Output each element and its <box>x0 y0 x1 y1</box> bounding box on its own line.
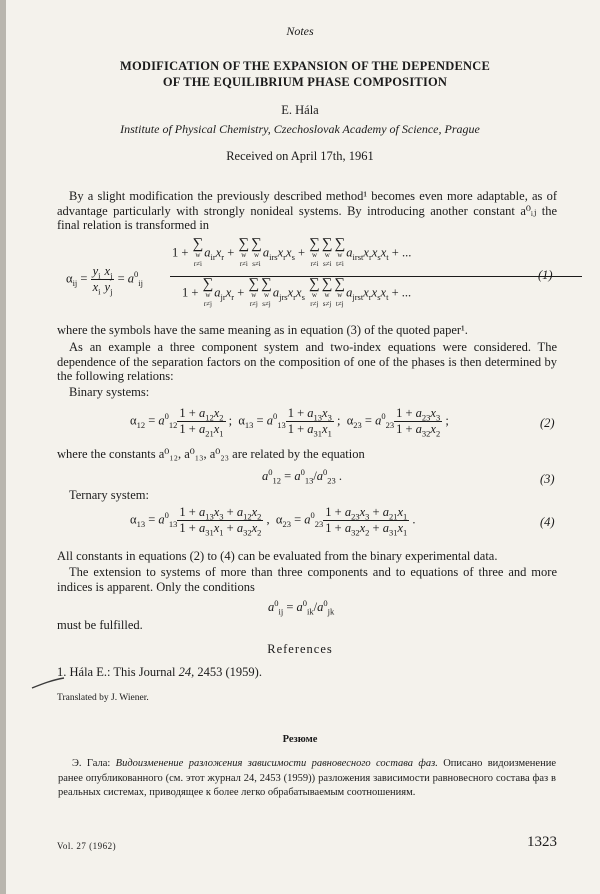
reference-1 <box>57 665 262 680</box>
paragraph-intro: By a slight modification the previously described method¹ becomes even more adaptable, as of advantage particularly with strongly nonideal systems. By introducing another constant a⁰ᵢⱼ the final relation is transformed in <box>57 189 557 232</box>
reference-1-volume: 24, <box>178 665 195 679</box>
paragraph-constants: where the constants a⁰₁₂, a⁰₁₃, a⁰₂₃ are related by the equation <box>57 447 365 461</box>
page-number: 1323 <box>527 834 557 850</box>
running-head: Notes <box>286 24 314 38</box>
author: E. Hála <box>281 103 319 117</box>
resume-heading: Резюме <box>282 734 318 745</box>
equation-2-number: (2) <box>540 416 555 430</box>
equation-1-number: (1) <box>538 268 553 282</box>
references-heading: References <box>267 642 333 656</box>
equation-condition: $a^0_{ij} = a^0_{ik}/a^0_{jk}$ <box>268 597 335 617</box>
title-line-2: OF THE EQUILIBRIUM PHASE COMPOSITION <box>162 75 448 89</box>
equation-3: $a^0_{12} = a^0_{13}/a^0_{23}$ . <box>262 466 343 486</box>
translator-note: Translated by J. Wiener. <box>57 693 149 703</box>
binary-label: Binary systems: <box>69 385 150 399</box>
equation-4: $\alpha_{13} = a^0_{13}$ $\frac{1 + a_{13}x_3 + a_{12}x_2}{1 + a_{31}x_1 + a_{32}x_2}$ , $\alpha_{23} = a^0_{23}$ $\frac{1 + a_{23}x_3 + a_{21}x_1}{1 + a_{32}x_2 + a_{31}x_1}$ . <box>130 505 416 538</box>
paragraph-evaluation: All constants in equations (2) to (4) can be evaluated from the binary experimental data. <box>57 549 498 563</box>
equation-2: $\alpha_{12} = a^0_{12}$ $\frac{1 + a_{12}x_2}{1 + a_{21}x_1}$ ; $\alpha_{13} = a^0_{13}$ $\frac{1 + a_{13}x_3}{1 + a_{31}x_1}$ ; $\alpha_{23} = a^0_{23}$ $\frac{1 + a_{23}x_3}{1 + a_{32}x_2}$ ; <box>130 406 449 439</box>
eq1-denominator: 1 + ∑ w r≠j $a_{jr}x_r$ + ∑ w r≠j ∑ w s≠j $a_{jrs}x_rx_s$ ∑ w r≠j ∑ w s≠j ∑ w t≠j $a_{jrst}x_rx_sx_t$ + ... <box>182 276 412 308</box>
equation-3-number: (3) <box>540 472 555 486</box>
received-date: Received on April 17th, 1961 <box>226 149 374 163</box>
reference-1-pre: 1. Hála E.: This Journal <box>57 665 179 679</box>
title-line-1: MODIFICATION OF THE EXPANSION OF THE DEPENDENCE <box>119 59 491 73</box>
eq1-lhs: $\alpha_{ij}$ = $\frac{y_i}{x_i}$ $\frac{x_j}{y_j}$ = $a^0_{ij}$ <box>66 264 144 297</box>
paragraph-fulfilled: must be fulfilled. <box>57 618 143 632</box>
footer-volume: Vol. 27 (1962) <box>57 841 117 851</box>
institute: Institute of Physical Chemistry, Czechoslovak Academy of Science, Prague <box>120 122 480 136</box>
eq1-numerator: 1 + ∑ w r≠i $a_{ir}x_r$ + ∑ w r≠i ∑ w s≠i $a_{irs}x_rx_s$ + ∑ w r≠i ∑ w s≠i ∑ w t≠i $a_{irst}x_rx_sx_t$ + ... <box>172 236 412 268</box>
paragraph-symbols: where the symbols have the same meaning as in equation (3) of the quoted paper¹. <box>57 323 468 337</box>
resume-title: Видоизменение разложения зависимости равновесного состава фаз. <box>115 758 438 769</box>
paragraph-example: As an example a three component system and two-index equations were considered. The dependence of the separation factors on the composition of one of the phases is then determined by the following relations: <box>57 340 557 383</box>
resume-text <box>58 757 556 801</box>
pen-mark <box>30 676 66 690</box>
resume-body: Описано видоизменение ранее опубликованного (см. этот журнал 24, 2453 (1959)) разложения зависимости равновесного состава фаз в реальных системах, приводящее к более легко обрабатываемым соотношениям. <box>58 758 556 798</box>
resume-author: Э. Гала: <box>72 758 116 769</box>
reference-1-post: 2453 (1959). <box>194 665 262 679</box>
equation-4-number: (4) <box>540 515 555 529</box>
paragraph-extension: The extension to systems of more than three components and to equations of three and more indices is apparent. Only the conditions <box>57 565 557 594</box>
paper-title <box>40 58 570 90</box>
ternary-label: Ternary system: <box>69 488 150 502</box>
eq1-fraction-bar <box>170 276 582 277</box>
